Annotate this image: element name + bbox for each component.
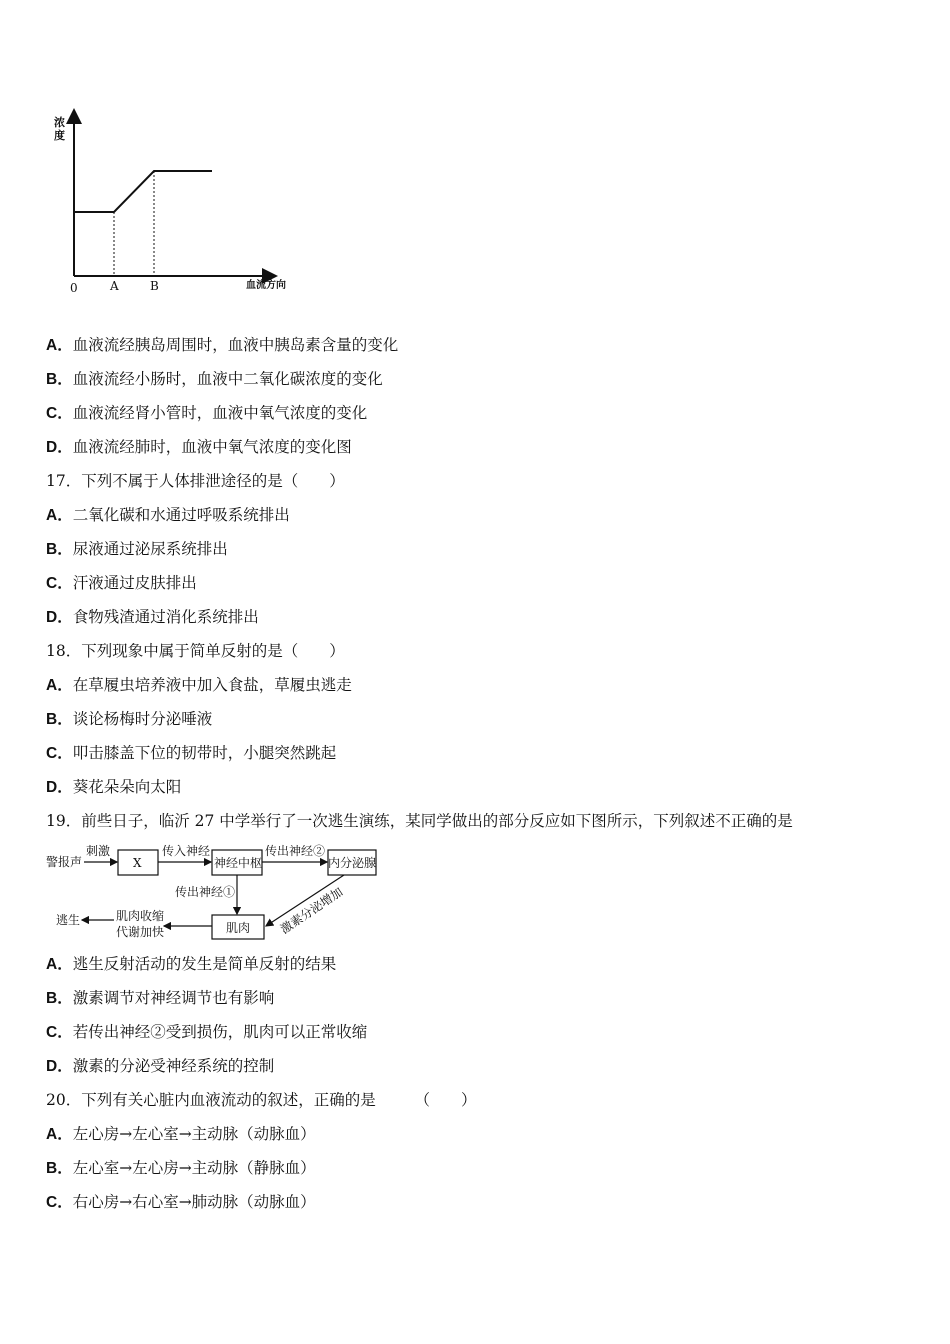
q16-option-a	[46, 335, 398, 356]
q18-option-d	[46, 777, 181, 798]
option-label: A．	[46, 677, 73, 694]
option-label: B．	[46, 371, 73, 388]
option-label: A．	[46, 337, 73, 354]
option-text: 血液流经胰岛周围时，血液中胰岛素含量的变化	[72, 336, 399, 354]
option-label: C．	[46, 1024, 73, 1041]
q20-option-c	[46, 1192, 316, 1213]
option-text: 血液流经肺时，血液中氧气浓度的变化图	[72, 438, 352, 456]
option-text: 左心房→左心室→主动脉（动脉血）	[72, 1125, 316, 1143]
q19-stem: 19．前些日子，临沂 27 中学举行了一次逃生演练，某同学做出的部分反应如下图所示，下列叙述不正确的是	[46, 812, 793, 830]
tick-b: B	[150, 279, 159, 293]
box-x-label: X	[133, 856, 142, 870]
center-label: 神经中枢	[214, 856, 263, 870]
q19-option-d	[46, 1056, 274, 1077]
q20-option-a	[46, 1124, 316, 1145]
q16-option-b	[46, 369, 383, 390]
contract-label-2: 代谢加快	[116, 925, 165, 939]
q19-option-a	[46, 954, 336, 975]
option-text: 血液流经肾小管时，血液中氧气浓度的变化	[72, 404, 368, 422]
stimulus-label: 刺激	[86, 844, 111, 858]
q19-option-b	[46, 988, 274, 1009]
escape-label: 逃生	[56, 913, 81, 927]
option-text: 若传出神经②受到损伤，肌肉可以正常收缩	[72, 1023, 368, 1041]
option-text: 食物残渣通过消化系统排出	[72, 608, 259, 626]
option-label: D．	[46, 609, 73, 626]
q18-stem: 18．下列现象中属于简单反射的是（ ）	[46, 642, 345, 660]
option-text: 在草履虫培养液中加入食盐，草履虫逃走	[72, 676, 352, 694]
alarm-label: 警报声	[46, 855, 83, 869]
q16-option-d	[46, 437, 352, 458]
option-text: 葵花朵朵向太阳	[72, 778, 182, 796]
option-label: C．	[46, 575, 73, 592]
x-axis-label: 血流方向	[246, 280, 286, 291]
q18-option-b	[46, 709, 212, 730]
option-text: 二氧化碳和水通过呼吸系统排出	[72, 506, 290, 524]
option-label: C．	[46, 745, 73, 762]
q17-option-a	[46, 505, 290, 526]
option-label: A．	[46, 956, 73, 973]
option-label: B．	[46, 711, 73, 728]
q20-stem: 20．下列有关心脏内血液流动的叙述，正确的是 （ ）	[46, 1091, 477, 1109]
q17-stem: 17．下列不属于人体排泄途径的是（ ）	[46, 472, 345, 490]
q20-option-b	[46, 1158, 316, 1179]
q18-option-a	[46, 675, 352, 696]
option-text: 尿液通过泌尿系统排出	[72, 540, 228, 558]
tick-0: 0	[70, 281, 78, 295]
q17-option-d	[46, 607, 259, 628]
option-label: B．	[46, 990, 73, 1007]
option-text: 汗液通过皮肤排出	[72, 574, 197, 592]
option-text: 逃生反射活动的发生是简单反射的结果	[72, 955, 337, 973]
option-label: C．	[46, 405, 73, 422]
concentration-graph	[48, 100, 308, 300]
option-text: 激素调节对神经调节也有影响	[72, 989, 275, 1007]
muscle-label: 肌肉	[226, 921, 251, 935]
afferent-label: 传入神经	[162, 844, 211, 858]
option-label: D．	[46, 779, 73, 796]
option-text: 叩击膝盖下位的韧带时，小腿突然跳起	[72, 744, 337, 762]
option-label: A．	[46, 1126, 73, 1143]
efferent1-label: 传出神经①	[175, 885, 236, 899]
contract-label-1: 肌肉收缩	[116, 909, 165, 923]
y-axis-label-2: 度	[54, 129, 65, 142]
q16-option-c	[46, 403, 367, 424]
hormone-label: 激素分泌增加	[277, 884, 346, 937]
y-axis-label-1: 浓	[54, 116, 65, 129]
option-label: D．	[46, 1058, 73, 1075]
option-text: 血液流经小肠时，血液中二氧化碳浓度的变化	[72, 370, 383, 388]
option-label: D．	[46, 439, 73, 456]
q19-option-c	[46, 1022, 367, 1043]
efferent2-label: 传出神经②	[265, 844, 326, 858]
option-label: C．	[46, 1194, 73, 1211]
q17-option-c	[46, 573, 197, 594]
option-text: 右心房→右心室→肺动脉（动脉血）	[72, 1193, 316, 1211]
option-label: B．	[46, 541, 73, 558]
option-label: A．	[46, 507, 73, 524]
option-text: 激素的分泌受神经系统的控制	[72, 1057, 275, 1075]
option-label: B．	[46, 1160, 73, 1177]
reflex-flow-diagram	[44, 838, 384, 940]
q17-option-b	[46, 539, 228, 560]
q18-option-c	[46, 743, 336, 764]
option-text: 谈论杨梅时分泌唾液	[72, 710, 213, 728]
gland-label: 内分泌腺	[328, 856, 377, 870]
option-text: 左心室→左心房→主动脉（静脉血）	[72, 1159, 316, 1177]
concentration-curve	[74, 171, 212, 212]
tick-a: A	[110, 279, 119, 293]
